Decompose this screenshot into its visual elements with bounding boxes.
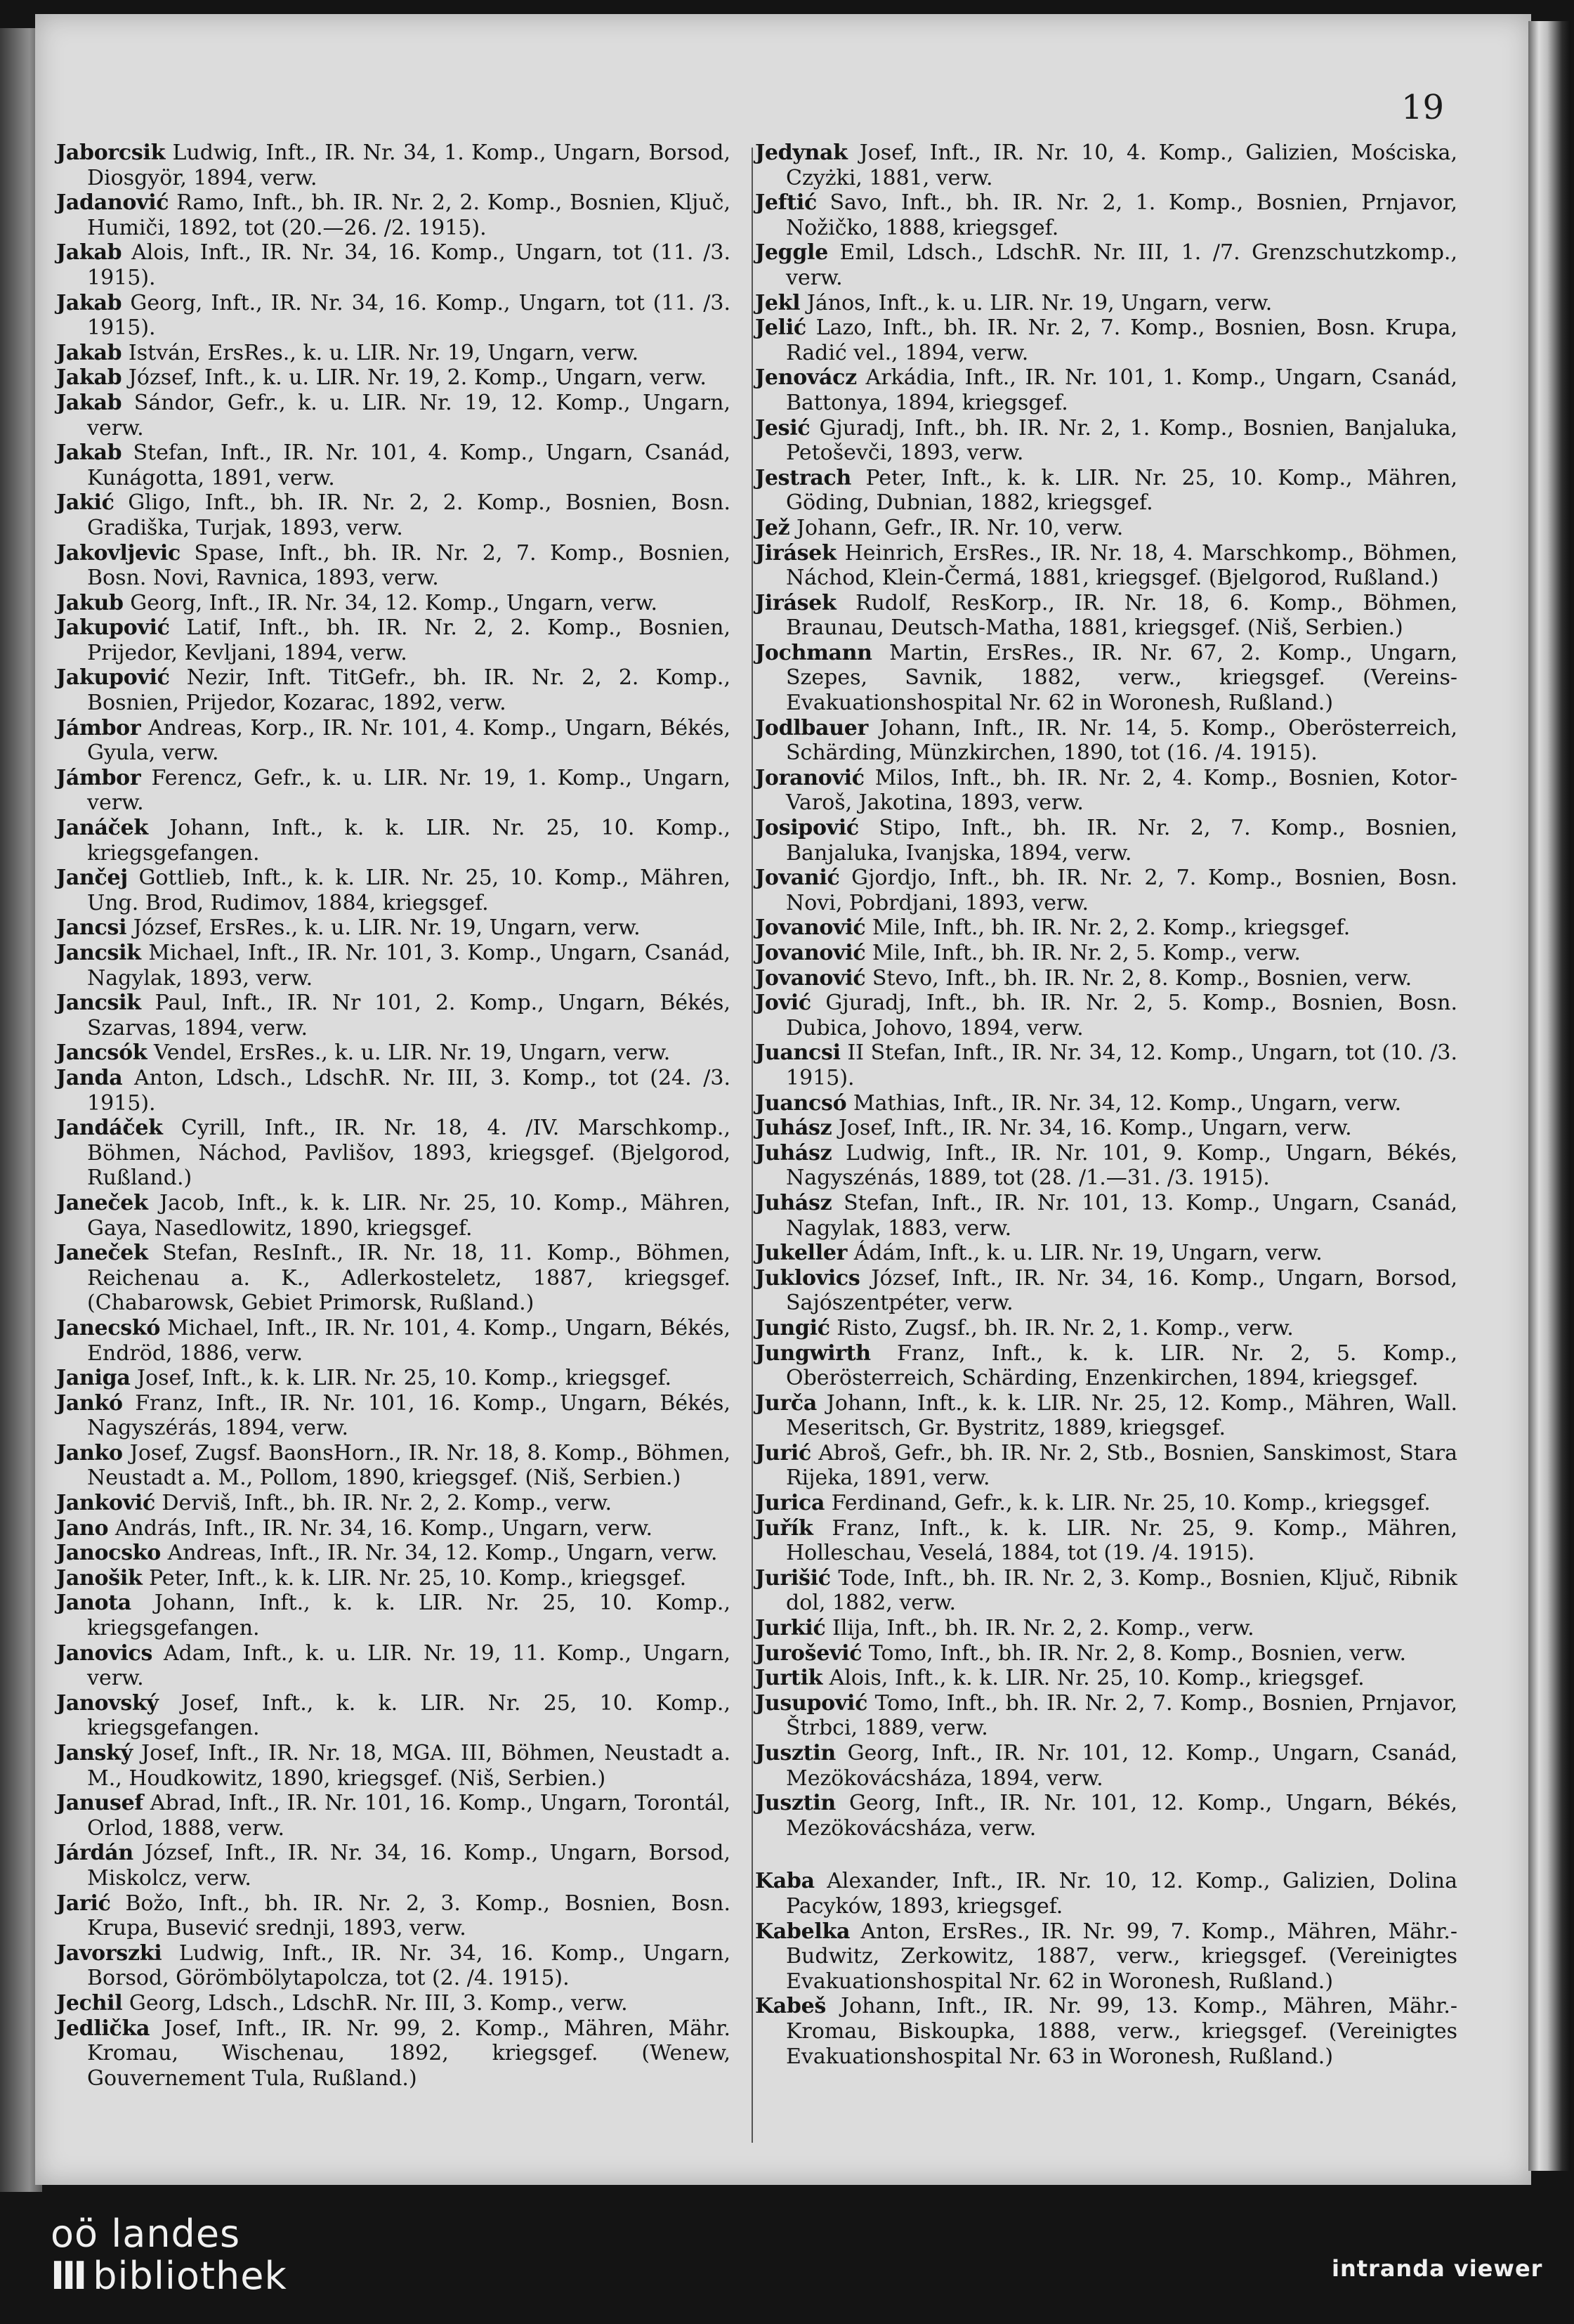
logo-text-line2 — [51, 2255, 287, 2297]
entry-surname: Jakupović — [56, 615, 170, 641]
entry-surname: Jurica — [755, 1491, 825, 1516]
entry-details: Ilija, Inft., bh. IR. Nr. 2, 2. Komp., verw. — [832, 1616, 1254, 1641]
list-entry — [56, 1116, 730, 1191]
logo-bars-icon: III — [51, 2254, 85, 2298]
list-entry — [56, 240, 730, 290]
list-entry — [755, 1391, 1457, 1441]
entry-details: Georg, Inft., IR. Nr. 101, 12. Komp., Ungarn, Békés, Mezökovácsháza, verw. — [786, 1791, 1457, 1841]
entry-surname: Jirásek — [755, 590, 837, 615]
entry-surname: Josipović — [755, 816, 859, 841]
right-column — [755, 141, 1457, 2069]
entry-surname: Jovanić — [755, 866, 840, 891]
entry-details: Franz, Inft., k. k. LIR. Nr. 25, 9. Komp., Mähren, Holleschau, Veselá, 1884, tot (19. /4. 1915). — [786, 1515, 1457, 1566]
list-entry — [56, 1891, 730, 1941]
entry-surname: Jeggle — [755, 240, 828, 266]
entry-surname: Jungić — [755, 1315, 830, 1340]
list-entry — [755, 291, 1457, 316]
entry-details: Gjuradj, Inft., bh. IR. Nr. 2, 5. Komp., Bosnien, Bosn. Dubica, Johovo, 1894, verw. — [786, 991, 1457, 1040]
entry-surname: Jovanović — [755, 965, 866, 991]
entry-surname: Jesić — [755, 415, 811, 440]
entry-surname: Jestrach — [755, 465, 851, 490]
entry-surname: Juancsi — [755, 1040, 841, 1066]
list-entry — [56, 1566, 730, 1591]
list-entry — [56, 365, 730, 391]
entry-details: Spase, Inft., bh. IR. Nr. 2, 7. Komp., Bosnien, Bosn. Novi, Ravnica, 1893, verw. — [87, 540, 730, 591]
entry-details: Alois, Inft., k. k. LIR. Nr. 25, 10. Komp., kriegsgef. — [829, 1666, 1365, 1691]
entry-details: II Stefan, Inft., IR. Nr. 34, 12. Komp., Ungarn, tot (10. /3. 1915). — [786, 1040, 1457, 1090]
entry-surname: Jancsók — [56, 1040, 147, 1066]
list-entry — [56, 1691, 730, 1741]
entry-surname: Jakub — [56, 590, 124, 615]
list-entry — [755, 1741, 1457, 1791]
entry-details: Stipo, Inft., bh. IR. Nr. 2, 7. Komp., Bosnien, Banjaluka, Ivanjska, 1894, verw. — [786, 816, 1457, 866]
entry-details: Anton, ErsRes., IR. Nr. 99, 7. Komp., Mähren, Mähr.-Budwitz, Zerkowitz, 1887, verw., kriegsgef. (Vereinigtes Evakuationshospital Nr. 62 in Woronesh, Rußland.) — [786, 1919, 1457, 1994]
entry-details: Mile, Inft., bh. IR. Nr. 2, 2. Komp., kriegsgef. — [872, 915, 1351, 941]
entry-details: Milos, Inft., bh. IR. Nr. 2, 4. Komp., Bosnien, Kotor-Varoš, Jakotina, 1893, verw. — [786, 765, 1457, 816]
entry-details: Nezir, Inft. TitGefr., bh. IR. Nr. 2, 2. Komp., Bosnien, Prijedor, Kozarac, 1892, verw. — [87, 665, 730, 716]
entry-surname: Jovanović — [755, 915, 866, 941]
entry-details: Stevo, Inft., bh. IR. Nr. 2, 8. Komp., Bosnien, verw. — [872, 965, 1412, 991]
entry-details: Božo, Inft., bh. IR. Nr. 2, 3. Komp., Bosnien, Bosn. Krupa, Busević srednji, 1893, verw. — [87, 1891, 730, 1941]
entry-details: Tomo, Inft., bh. IR. Nr. 2, 8. Komp., Bosnien, verw. — [868, 1640, 1406, 1666]
entry-details: Josef, Inft., IR. Nr. 18, MGA. III, Böhmen, Neustadt a. M., Houdkowitz, 1890, kriegsgef. (Niš, Serbien.) — [87, 1741, 730, 1791]
entry-surname: Jandáček — [56, 1116, 163, 1141]
list-entry — [755, 1791, 1457, 1841]
entry-surname: Jović — [755, 991, 811, 1016]
logo-text-bibliothek: bibliothek — [93, 2254, 287, 2298]
list-entry — [755, 240, 1457, 290]
entry-details: Ferencz, Gefr., k. u. LIR. Nr. 19, 1. Komp., Ungarn, verw. — [87, 765, 731, 816]
entry-surname: Jakab — [56, 240, 122, 266]
entry-surname: Jankó — [56, 1390, 123, 1416]
entry-details: Ádám, Inft., k. u. LIR. Nr. 19, Ungarn, verw. — [853, 1241, 1323, 1266]
list-entry — [56, 1591, 730, 1640]
list-entry — [755, 1869, 1457, 1919]
list-entry — [56, 541, 730, 591]
list-entry — [56, 1391, 730, 1441]
list-entry — [755, 591, 1457, 641]
list-entry — [755, 416, 1457, 466]
entry-surname: Jurkić — [755, 1616, 826, 1641]
list-entry — [56, 1841, 730, 1891]
entry-details: Georg, Inft., IR. Nr. 101, 12. Komp., Ungarn, Csanád, Mezökovácsháza, 1894, verw. — [786, 1741, 1457, 1791]
entry-surname: Janota — [56, 1591, 131, 1616]
entry-surname: Kaba — [755, 1869, 815, 1894]
entry-details: Ramo, Inft., bh. IR. Nr. 2, 2. Komp., Bosnien, Ključ, Humiči, 1892, tot (20.—26. /2. 1915). — [87, 190, 730, 240]
entry-details: Abrad, Inft., IR. Nr. 101, 16. Komp., Ungarn, Torontál, Orlod, 1888, verw. — [87, 1791, 730, 1841]
entry-surname: Jakovljevic — [56, 540, 181, 566]
list-entry — [755, 1566, 1457, 1616]
list-entry — [56, 190, 730, 240]
entry-surname: Juhász — [755, 1140, 832, 1166]
entry-surname: Kabelka — [755, 1919, 851, 1944]
entry-surname: Juklovics — [755, 1265, 860, 1291]
entry-details: Mile, Inft., bh. IR. Nr. 2, 5. Komp., verw. — [872, 941, 1301, 965]
entry-details: József, Inft., IR. Nr. 34, 16. Komp., Ungarn, Borsod, Sajószentpéter, verw. — [786, 1265, 1457, 1316]
entry-surname: Jenovácz — [755, 365, 857, 391]
entry-details: Anton, Ldsch., LdschR. Nr. III, 3. Komp., tot (24. /3. 1915). — [87, 1065, 730, 1116]
list-entry — [56, 1741, 730, 1791]
list-entry — [56, 440, 730, 490]
entry-surname: Járdán — [56, 1841, 133, 1866]
entry-surname: Jusupović — [755, 1690, 868, 1716]
entry-surname: Jukeller — [755, 1241, 848, 1266]
list-entry — [56, 615, 730, 665]
entry-surname: Jovanović — [755, 941, 866, 965]
book-spine-edge — [1528, 21, 1570, 2171]
list-entry — [755, 466, 1457, 516]
entry-details: Tode, Inft., bh. IR. Nr. 2, 3. Komp., Bosnien, Ključ, Ribnik dol, 1882, verw. — [786, 1565, 1457, 1616]
entry-surname: Jurtik — [755, 1666, 823, 1691]
entry-surname: Jedynak — [755, 141, 848, 165]
entry-details: Jacob, Inft., k. k. LIR. Nr. 25, 10. Komp., Mähren, Gaya, Nasedlowitz, 1890, kriegsgef. — [87, 1190, 730, 1241]
entry-surname: Javorszki — [56, 1940, 162, 1966]
list-entry — [56, 991, 730, 1040]
list-entry — [56, 816, 730, 866]
list-entry — [755, 1091, 1457, 1116]
entry-details: József, Inft., IR. Nr. 34, 16. Komp., Ungarn, Borsod, Miskolcz, verw. — [87, 1841, 730, 1891]
entry-surname: Jež — [755, 515, 790, 540]
list-entry — [56, 716, 730, 766]
entry-details: Ludwig, Inft., IR. Nr. 34, 16. Komp., Ungarn, Borsod, Görömbölytapolcza, tot (2. /4. 1915). — [87, 1940, 730, 1991]
entry-details: József, ErsRes., k. u. LIR. Nr. 19, Ungarn, verw. — [133, 915, 641, 941]
entry-details: Emil, Ldsch., LdschR. Nr. III, 1. /7. Grenzschutzkomp., verw. — [786, 240, 1458, 290]
list-entry — [755, 1141, 1457, 1191]
list-entry — [755, 1491, 1457, 1516]
column-divider — [752, 148, 753, 2143]
entry-surname: Janovský — [56, 1690, 159, 1716]
list-entry — [755, 315, 1457, 365]
entry-surname: Janocsko — [56, 1541, 162, 1566]
entry-details: Franz, Inft., IR. Nr. 101, 16. Komp., Ungarn, Békés, Nagyszérás, 1894, verw. — [87, 1390, 730, 1441]
list-entry — [56, 915, 730, 941]
entry-surname: Janko — [56, 1440, 123, 1465]
entry-details: Ludwig, Inft., IR. Nr. 101, 9. Komp., Ungarn, Békés, Nagyszénás, 1889, tot (28. /1.—31. /3. 1915). — [786, 1140, 1457, 1191]
entry-details: Josef, Inft., k. k. LIR. Nr. 25, 10. Komp., kriegsgef. — [137, 1366, 672, 1391]
list-entry — [755, 1241, 1457, 1266]
list-entry — [755, 816, 1457, 866]
entry-surname: Janković — [56, 1491, 155, 1516]
scanned-page — [35, 14, 1531, 2185]
entry-surname: Joranović — [755, 765, 865, 790]
entry-details: Gjuradj, Inft., bh. IR. Nr. 2, 1. Komp., Bosnien, Banjaluka, Petoševči, 1893, verw. — [786, 415, 1457, 466]
entry-surname: Jurić — [755, 1440, 811, 1465]
entry-surname: Janský — [56, 1741, 133, 1765]
list-entry — [56, 766, 730, 816]
entry-details: Adam, Inft., k. u. LIR. Nr. 19, 11. Komp., Ungarn, verw. — [87, 1640, 730, 1691]
entry-surname: Jungwirth — [755, 1340, 871, 1366]
list-entry — [755, 991, 1457, 1040]
entry-details: Sándor, Gefr., k. u. LIR. Nr. 19, 12. Komp., Ungarn, verw. — [87, 390, 731, 440]
entry-surname: Janeček — [56, 1190, 148, 1215]
entry-details: Martin, ErsRes., IR. Nr. 67, 2. Komp., Ungarn, Szepes, Savnik, 1882, verw., kriegsgef. (Vereins-Evakuationshospital Nr. 62 in Woronesh, Rußland.) — [786, 640, 1457, 716]
entry-details: Lazo, Inft., bh. IR. Nr. 2, 7. Komp., Bosnien, Bosn. Krupa, Radić vel., 1894, verw. — [786, 315, 1457, 365]
entry-surname: Jakab — [56, 365, 122, 391]
list-entry — [56, 1316, 730, 1366]
list-entry — [755, 641, 1457, 716]
entry-surname: Janecskó — [56, 1315, 161, 1340]
entry-details: Ludwig, Inft., IR. Nr. 34, 1. Komp., Ungarn, Borsod, Diosgyör, 1894, verw. — [87, 141, 730, 190]
entry-surname: Jurošević — [755, 1640, 863, 1666]
entry-details: Georg, Inft., IR. Nr. 34, 16. Komp., Ungarn, tot (11. /3. 1915). — [87, 290, 731, 341]
entry-surname: Juancsó — [755, 1090, 847, 1116]
entry-details: Josef, Inft., IR. Nr. 34, 16. Komp., Ungarn, verw. — [838, 1116, 1352, 1141]
entry-details: András, Inft., IR. Nr. 34, 16. Komp., Ungarn, verw. — [114, 1515, 653, 1541]
viewer-brand-label: intranda viewer — [1332, 2255, 1543, 2282]
list-entry — [56, 490, 730, 540]
entry-surname: Jancsi — [56, 915, 127, 941]
entry-surname: Janošik — [56, 1565, 143, 1591]
list-entry — [755, 1341, 1457, 1391]
list-entry — [56, 591, 730, 616]
entry-details: Tomo, Inft., bh. IR. Nr. 2, 7. Komp., Bosnien, Prnjavor, Štrbci, 1889, verw. — [786, 1690, 1457, 1741]
entry-surname: Jadanović — [56, 190, 169, 216]
entry-details: Andreas, Korp., IR. Nr. 101, 4. Komp., Ungarn, Békés, Gyula, verw. — [87, 715, 730, 766]
entry-surname: Janovics — [56, 1640, 153, 1666]
entry-surname: Juřík — [755, 1515, 813, 1541]
list-entry — [755, 766, 1457, 816]
entry-details: Michael, Inft., IR. Nr. 101, 3. Komp., Ungarn, Csanád, Nagylak, 1893, verw. — [87, 941, 730, 991]
entry-surname: Janiga — [56, 1366, 131, 1391]
list-entry — [755, 1191, 1457, 1241]
entry-details: Rudolf, ResKorp., IR. Nr. 18, 6. Komp., Böhmen, Braunau, Deutsch-Matha, 1881, kriegsgef. (Niš, Serbien.) — [786, 590, 1457, 641]
list-entry — [56, 1066, 730, 1116]
entry-details: Arkádia, Inft., IR. Nr. 101, 1. Komp., Ungarn, Csanád, Battonya, 1894, kriegsgef. — [786, 365, 1457, 415]
list-entry — [755, 941, 1457, 966]
entry-surname: Jakab — [56, 390, 122, 415]
list-entry — [56, 1441, 730, 1491]
library-logo[interactable] — [51, 2213, 287, 2297]
entry-surname: Jancsik — [56, 991, 141, 1016]
entry-details: Johann, Inft., IR. Nr. 99, 13. Komp., Mähren, Mähr.-Kromau, Biskoupka, 1888, verw., kriegsgef. (Vereinigtes Evakuationshospital Nr. 63 in Woronesh, Rußland.) — [786, 1994, 1457, 2069]
list-entry — [755, 516, 1457, 541]
list-entry — [56, 1541, 730, 1566]
section-gap — [755, 1841, 1457, 1869]
entry-details: Andreas, Inft., IR. Nr. 34, 12. Komp., Ungarn, verw. — [167, 1541, 718, 1566]
list-entry — [755, 1441, 1457, 1491]
entry-details: Gligo, Inft., bh. IR. Nr. 2, 2. Komp., Bosnien, Bosn. Gradiška, Turjak, 1893, verw. — [87, 490, 730, 540]
entry-details: Josef, Zugsf. BaonsHorn., IR. Nr. 18, 8. Komp., Böhmen, Neustadt a. M., Pollom, 1890, kriegsgef. (Niš, Serbien.) — [87, 1440, 730, 1491]
list-entry — [56, 1516, 730, 1541]
list-entry — [755, 1040, 1457, 1090]
list-entry — [56, 391, 730, 440]
entry-details: Johann, Inft., IR. Nr. 14, 5. Komp., Oberösterreich, Schärding, Münzkirchen, 1890, tot (16. /4. 1915). — [786, 715, 1457, 766]
entry-details: Heinrich, ErsRes., IR. Nr. 18, 4. Marschkomp., Böhmen, Náchod, Klein-Čermá, 1881, kriegsgef. (Bjelgorod, Rußland.) — [786, 540, 1457, 591]
list-entry — [56, 1366, 730, 1391]
list-entry — [755, 1116, 1457, 1141]
entry-surname: Janda — [56, 1065, 123, 1090]
list-entry — [755, 1516, 1457, 1566]
list-entry — [56, 1791, 730, 1841]
list-entry — [56, 1040, 730, 1066]
entry-surname: Jámbor — [56, 765, 141, 790]
list-entry — [56, 341, 730, 366]
list-entry — [56, 941, 730, 991]
list-entry — [755, 915, 1457, 941]
entry-details: Cyrill, Inft., IR. Nr. 18, 4. /IV. Marschkomp., Böhmen, Náchod, Pavlišov, 1893, kriegsgef. (Bjelgorod, Rußland.) — [87, 1116, 730, 1191]
entry-details: János, Inft., k. u. LIR. Nr. 19, Ungarn, verw. — [806, 290, 1273, 315]
entry-details: Johann, Inft., k. k. LIR. Nr. 25, 12. Komp., Mähren, Wall. Meseritsch, Gr. Bystritz, 1889, kriegsgef. — [786, 1390, 1457, 1441]
entry-surname: Janeček — [56, 1241, 148, 1266]
list-entry — [755, 365, 1457, 415]
entry-details: Johann, Inft., k. k. LIR. Nr. 25, 10. Komp., kriegsgefangen. — [87, 1591, 730, 1641]
entry-surname: Jochmann — [755, 640, 872, 665]
list-entry — [56, 1641, 730, 1691]
entry-surname: Juhász — [755, 1116, 832, 1141]
entry-surname: Jančej — [56, 866, 128, 891]
entry-surname: Jurišić — [755, 1565, 831, 1591]
entry-details: Josef, Inft., k. k. LIR. Nr. 25, 10. Komp., kriegsgefangen. — [87, 1690, 730, 1741]
entry-details: Alexander, Inft., IR. Nr. 10, 12. Komp., Galizien, Dolina Pacyków, 1893, kriegsgef. — [786, 1869, 1457, 1919]
entry-surname: Jano — [56, 1515, 109, 1541]
entry-details: Savo, Inft., bh. IR. Nr. 2, 1. Komp., Bosnien, Prnjavor, Nožičko, 1888, kriegsgef. — [786, 190, 1457, 240]
entry-surname: Jaborcsik — [56, 141, 166, 165]
entry-surname: Kabeš — [755, 1994, 826, 2019]
list-entry — [755, 190, 1457, 240]
list-entry — [755, 716, 1457, 766]
list-entry — [56, 866, 730, 915]
list-entry — [755, 1616, 1457, 1641]
list-entry — [755, 1266, 1457, 1316]
entry-details: Latif, Inft., bh. IR. Nr. 2, 2. Komp., Bosnien, Prijedor, Kevljani, 1894, verw. — [87, 615, 730, 665]
entry-details: István, ErsRes., k. u. LIR. Nr. 19, Ungarn, verw. — [128, 340, 639, 365]
list-entry — [755, 966, 1457, 991]
entry-surname: Jámbor — [56, 715, 141, 740]
entry-surname: Juhász — [755, 1190, 832, 1215]
list-entry — [755, 1994, 1457, 2069]
list-entry — [755, 541, 1457, 591]
list-entry — [56, 1491, 730, 1516]
entry-details: Gjordjo, Inft., bh. IR. Nr. 2, 7. Komp., Bosnien, Bosn. Novi, Pobrdjani, 1893, verw. — [786, 866, 1457, 915]
list-entry — [755, 141, 1457, 190]
entry-details: Georg, Ldsch., LdschR. Nr. III, 3. Komp., verw. — [129, 1990, 628, 2016]
list-entry — [56, 2016, 730, 2091]
entry-surname: Jancsik — [56, 941, 141, 965]
entry-details: Abroš, Gefr., bh. IR. Nr. 2, Stb., Bosnien, Sanskimost, Stara Rijeka, 1891, verw. — [786, 1440, 1457, 1491]
list-entry — [56, 1941, 730, 1991]
entry-details: Josef, Inft., IR. Nr. 99, 2. Komp., Mähren, Mähr. Kromau, Wischenau, 1892, kriegsgef. (Wenew, Gouvernement Tula, Rußland.) — [87, 2016, 730, 2091]
entry-details: Alois, Inft., IR. Nr. 34, 16. Komp., Ungarn, tot (11. /3. 1915). — [87, 240, 730, 290]
list-entry — [56, 141, 730, 190]
entry-surname: Jusztin — [755, 1741, 836, 1765]
entry-surname: Jakab — [56, 340, 122, 365]
entry-details: Johann, Gefr., IR. Nr. 10, verw. — [796, 515, 1124, 540]
entry-details: Vendel, ErsRes., k. u. LIR. Nr. 19, Ungarn, verw. — [153, 1040, 671, 1066]
entry-details: Stefan, Inft., IR. Nr. 101, 13. Komp., Ungarn, Csanád, Nagylak, 1883, verw. — [786, 1190, 1457, 1241]
entry-surname: Jelić — [755, 315, 806, 341]
list-entry — [56, 665, 730, 715]
list-entry — [56, 1241, 730, 1316]
entry-details: Franz, Inft., k. k. LIR. Nr. 2, 5. Komp., Oberösterreich, Schärding, Enzenkirchen, 1894, kriegsgef. — [786, 1340, 1457, 1391]
entry-details: Derviš, Inft., bh. IR. Nr. 2, 2. Komp., verw. — [162, 1491, 612, 1516]
page-number: 19 — [1401, 88, 1445, 127]
entry-details: Stefan, Inft., IR. Nr. 101, 4. Komp., Ungarn, Csanád, Kunágotta, 1891, verw. — [87, 440, 730, 490]
entry-surname: Jodlbauer — [755, 715, 868, 740]
entry-details: Josef, Inft., IR. Nr. 10, 4. Komp., Galizien, Mościska, Czyżki, 1881, verw. — [786, 141, 1457, 190]
entry-surname: Jirásek — [755, 540, 837, 566]
logo-text-line1: oö landes — [51, 2212, 241, 2256]
entry-details: Stefan, ResInft., IR. Nr. 18, 11. Komp., Böhmen, Reichenau a. K., Adlerkosteletz, 1887, kriegsgef. (Chabarowsk, Gebiet Primorsk, Rußland.) — [87, 1241, 730, 1316]
entry-details: József, Inft., k. u. LIR. Nr. 19, 2. Komp., Ungarn, verw. — [128, 365, 707, 391]
entry-details: Georg, Inft., IR. Nr. 34, 12. Komp., Ungarn, verw. — [130, 590, 658, 615]
entry-details: Peter, Inft., k. k. LIR. Nr. 25, 10. Komp., Mähren, Göding, Dubnian, 1882, kriegsgef. — [786, 465, 1457, 516]
entry-details: Paul, Inft., IR. Nr 101, 2. Komp., Ungarn, Békés, Szarvas, 1894, verw. — [87, 991, 730, 1040]
entry-details: Michael, Inft., IR. Nr. 101, 4. Komp., Ungarn, Békés, Endröd, 1886, verw. — [87, 1315, 730, 1366]
list-entry — [56, 1991, 730, 2016]
entry-surname: Jakab — [56, 440, 122, 466]
entry-details: Johann, Inft., k. k. LIR. Nr. 25, 10. Komp., kriegsgefangen. — [87, 816, 730, 866]
entry-surname: Jeftić — [755, 190, 817, 216]
entry-details: Risto, Zugsf., bh. IR. Nr. 2, 1. Komp., verw. — [837, 1315, 1294, 1340]
entry-surname: Jusztin — [755, 1791, 836, 1816]
list-entry — [755, 1666, 1457, 1691]
entry-surname: Janusef — [56, 1791, 144, 1816]
list-entry — [755, 1919, 1457, 1995]
entry-surname: Jurča — [755, 1390, 818, 1416]
left-column — [56, 141, 730, 2091]
entry-surname: Jechil — [56, 1990, 123, 2016]
list-entry — [755, 1691, 1457, 1741]
entry-surname: Janáček — [56, 816, 148, 841]
entry-surname: Jakić — [56, 490, 114, 516]
entry-surname: Jakupović — [56, 665, 170, 691]
entry-details: Ferdinand, Gefr., k. k. LIR. Nr. 25, 10. Komp., kriegsgef. — [831, 1491, 1431, 1516]
list-entry — [755, 1641, 1457, 1666]
entry-surname: Jedlička — [56, 2016, 150, 2041]
list-entry — [755, 866, 1457, 915]
entry-details: Mathias, Inft., IR. Nr. 34, 12. Komp., Ungarn, verw. — [853, 1090, 1402, 1116]
list-entry — [755, 1316, 1457, 1341]
entry-details: Gottlieb, Inft., k. k. LIR. Nr. 25, 10. Komp., Mähren, Ung. Brod, Rudimov, 1884, kriegsgef. — [87, 866, 730, 915]
entry-surname: Jakab — [56, 290, 122, 315]
entry-details: Peter, Inft., k. k. LIR. Nr. 25, 10. Komp., kriegsgef. — [148, 1565, 687, 1591]
entry-surname: Jarić — [56, 1891, 111, 1916]
list-entry — [56, 1191, 730, 1241]
entry-surname: Jekl — [755, 290, 801, 315]
list-entry — [56, 291, 730, 341]
